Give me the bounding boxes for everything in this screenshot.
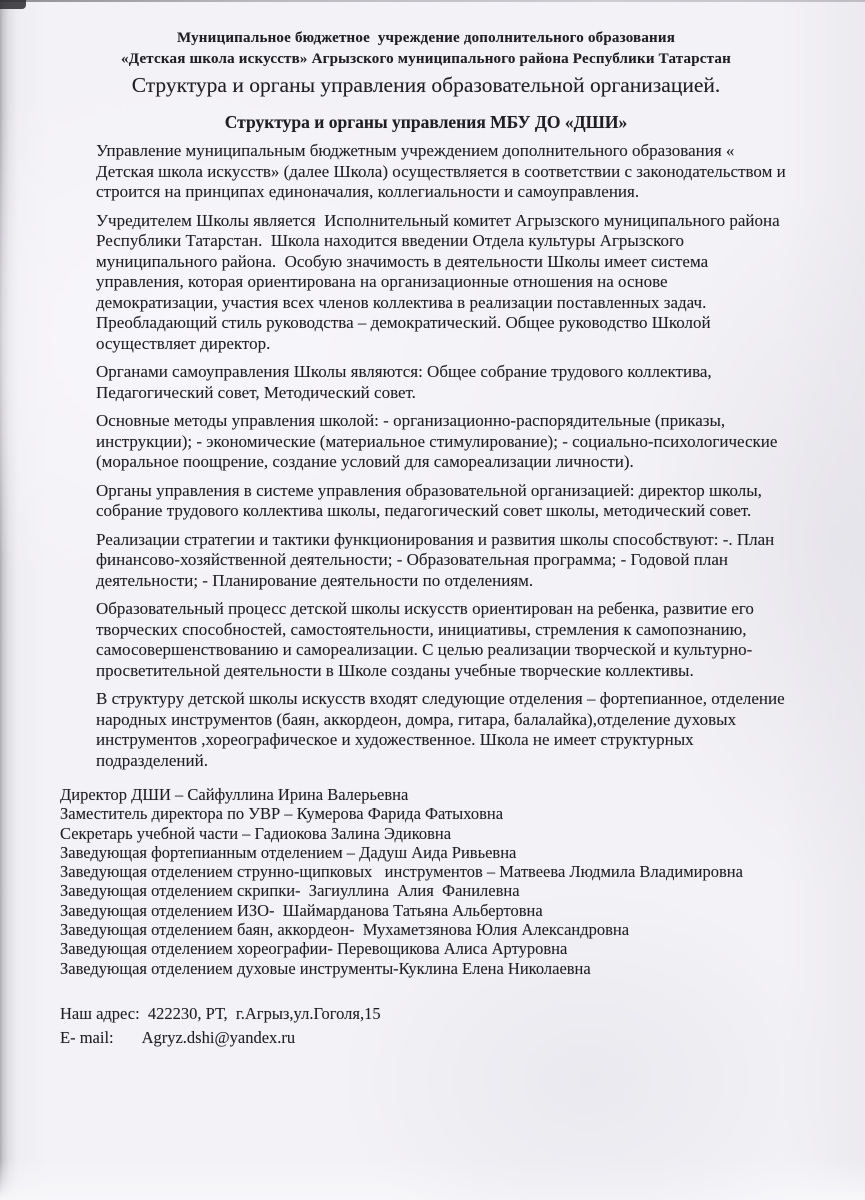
staff-item-director: Директор ДШИ – Сайфуллина Ирина Валерьевна [60,785,409,804]
staff-item-piano-head: Заведующая фортепианным отделением – Дадуш Аида Ривьевна [60,842,517,862]
org-name-line-1: Муниципальное бюджетное учреждение дополнительного образования [176,30,676,46]
paragraph-governing-bodies: Органы управления в системе управления образовательной организацией: директор школы, собрание трудового коллектива школы, педагогический совет школы, методический совет. [96,480,767,520]
paragraph-strategy: Реализации стратегии и тактики функционирования и развития школы способствуют: -. План финансово-хозяйственной деятельности; - Образовательная программа; - Годовой план деятельности; - Планирование деятельности по отделениям. [96,529,779,590]
section-heading: Структура и органы управления МБУ ДО «ДШИ» [224,112,628,132]
paragraph-founder: Учредителем Школы является Исполнительный комитет Агрызского муниципального района Республики Татарстан. Школа находится введении Отдела культуры Агрызского муниципального района. Особую значимость в деятельности Школы имеет система управления, которая ориентирована на организационные отношения на основе демократизации, участия всех членов коллектива в реализации поставленных задач. Преобладающий стиль руководства – демократический. Общее руководство Школой осуществляет директор. [96,210,784,353]
paragraph-educational-process: Образовательный процесс детской школы искусств ориентирован на ребенка, развитие его творческих способностей, самостоятельности, инициативы, стремления к самопознанию, самосовершенствованию и самореализации. С целью реализации творческой и культурно-просветительной деятельности в Школе созданы учебные творческие коллективы. [96,599,759,680]
paragraph-management: Управление муниципальным бюджетным учреждением дополнительного образования « Детская школа искусств» (далее Школа) осуществляется в соответствии с законодательством и строится на принципах единоначалия, коллегиальности и самоуправления. [96,141,790,201]
document-title: Структура и органы управления образовательной организацией. [131,73,721,97]
paragraph-self-governance: Органами самоуправления Школы являются: Общее собрание трудового коллектива, Педагогический совет, Методический совет. [96,362,716,402]
body-paragraphs [60,141,792,771]
contact-footer [60,1002,792,1050]
staff-item-accordion-head: Заведующая отделением баян, аккордеон- Мухаметзянова Юлия Александровна [60,920,630,940]
staff-item-choreography-head: Заведующая отделением хореографии- Перевощикова Алиса Артуровна [60,939,568,959]
staff-item-art-head: Заведующая отделением ИЗО- Шаймарданова Татьяна Альбертовна [60,900,543,920]
address-line: Наш адрес: 422230, РТ, г.Агрыз,ул.Гоголя,15 [60,1003,381,1023]
staff-item-strings-head: Заведующая отделением струнно-щипковых инструментов – Матвеева Людмила Владимировна [60,862,743,882]
email-line: E- mail: Agryz.dshi@yandex.ru [60,1027,296,1047]
staff-item-winds-head: Заведующая отделением духовые инструменты-Куклина Елена Николаевна [60,958,591,978]
staff-item-secretary: Секретарь учебной части – Гадиокова Залина Эдиковна [60,823,452,843]
staff-list [60,785,792,978]
staff-item-violin-head: Заведующая отделением скрипки- Загиуллина Алия Фанилевна [60,881,520,901]
paragraph-structure: В структуру детской школы искусств входят следующие отделения – фортепианное, отделение народных инструментов (баян, аккордеон, домра, гитара, балалайка),отделение духовых инструментов ,хореографическое и художественное. Школа не имеет структурных подразделений. [96,689,789,770]
staff-item-deputy-director: Заместитель директора по УВР – Кумерова Фарида Фатыховна [60,804,504,824]
paragraph-methods: Основные методы управления школой: - организационно-распорядительные (приказы, инструкции); - экономические (материальное стимулирование); - социально-психологические (моральное поощрение, создание условий для самореализации личности). [96,411,782,471]
org-name-line-2: «Детская школа искусств» Агрызского муниципального района Республики Татарстан [121,51,731,67]
